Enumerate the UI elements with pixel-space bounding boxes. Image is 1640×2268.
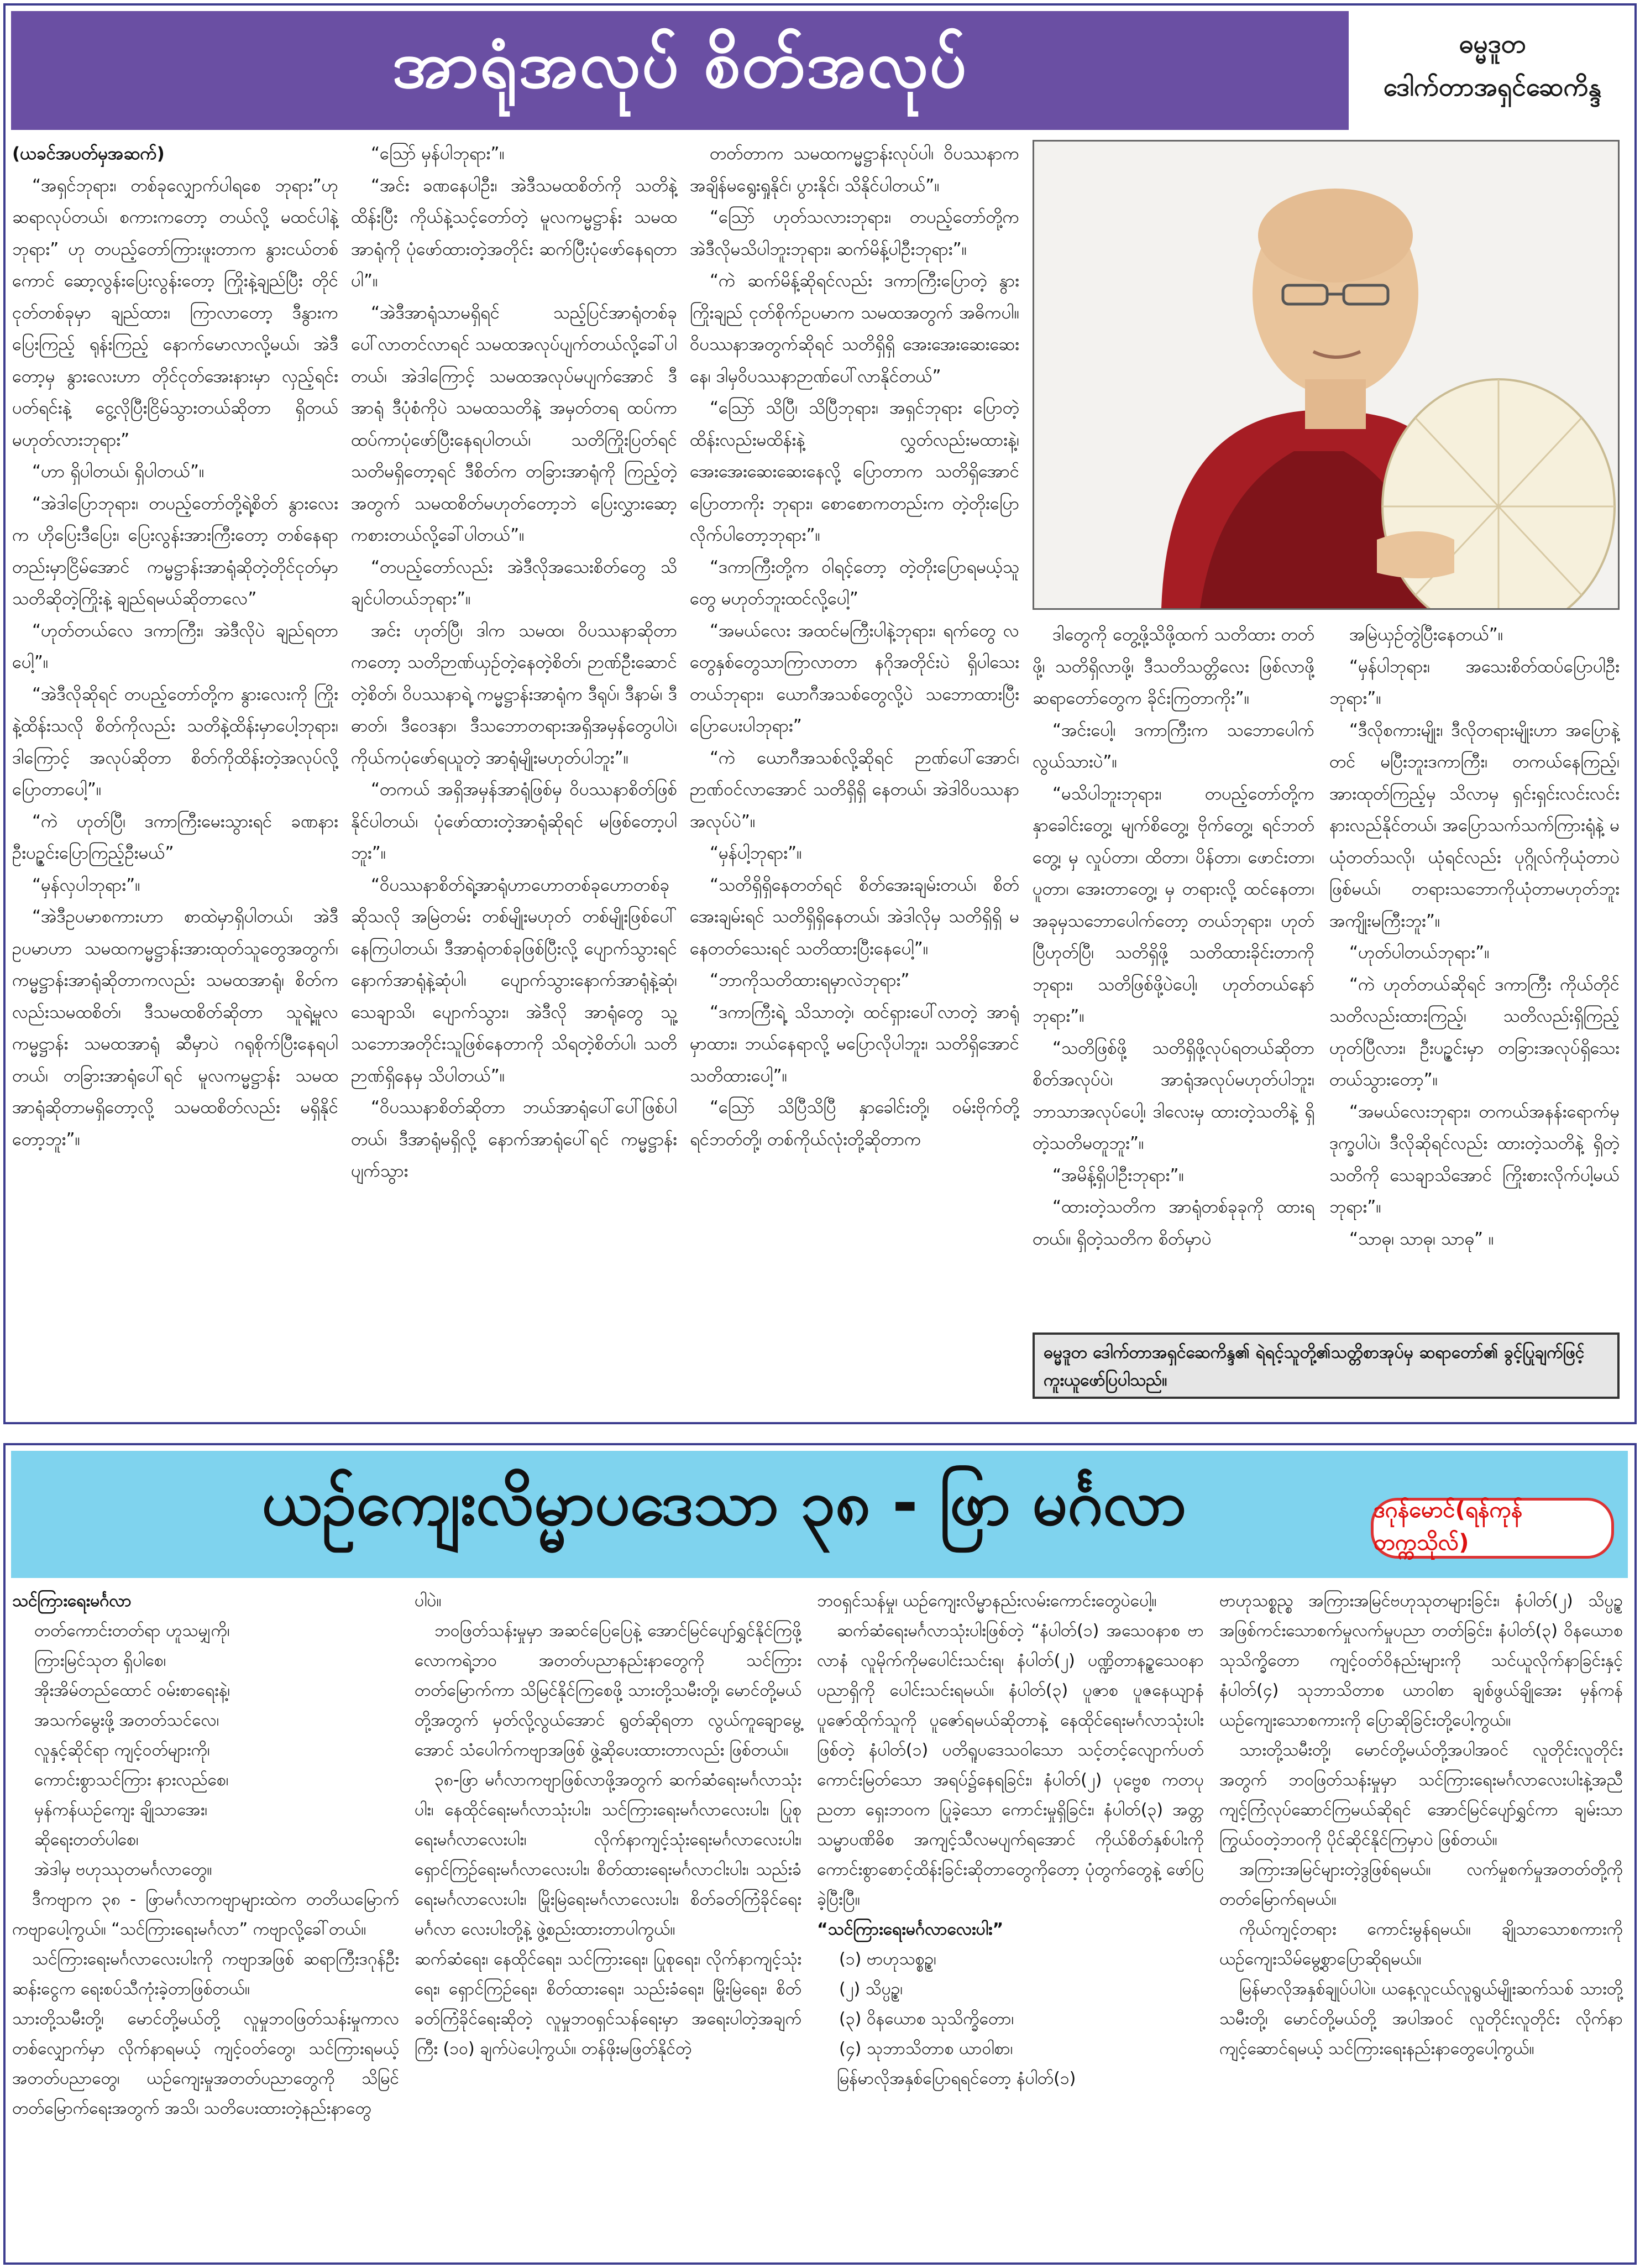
paragraph: “ဟုတ်တယ်လေ ဒကာကြီး၊ အဲဒီလိုပဲ ချည်ရတာပေါ့”။ — [12, 620, 338, 672]
paragraph: “ဩော် ဟုတ်သလားဘုရား၊ တပည့်တော်တို့က အဲဒီလိုမသိပါဘူးဘုရား၊ ဆက်မိန့်ပါဦးဘုရား”။ — [690, 207, 1019, 259]
article-title: အာရုံအလုပ် စိတ်အလုပ် — [392, 25, 968, 102]
monk-portrait-photo — [1033, 140, 1620, 610]
paragraph: “အဲဒီလိုဆိုရင် တပည့်တော်တို့က နွားလေးကို ကြိုးနဲ့ထိန်းသလို စိတ်ကိုလည်း သတိနဲ့ထိန်းမှာပေါ့ဘုရား၊ ဒါကြောင့် အလုပ်ဆိုတာ စိတ်ကိုထိန်းတဲ့အလုပ်လို့ပြောတာပေါ့”။ — [12, 684, 338, 799]
article-column-3 — [690, 138, 1019, 1421]
article-column-1 — [12, 1586, 399, 2261]
paragraph: “အင်း ခဏနေပါဦး၊ အဲဒီသမထစိတ်ကို သတိနဲ့ထိန်းပြီး ကိုယ်နဲ့သင့်တော်တဲ့ မူလကမ္မဋ္ဌာန်း သမထအာရုံကို ပုံဖော်ထားတဲ့အတိုင်း ဆက်ပြီးပုံဖော်နေရတာပါ”။ — [351, 175, 677, 291]
paragraph: “ဩော် မှန်ပါဘုရား”။ — [371, 144, 505, 164]
paragraph: ကိုယ်ကျင့်တရား ကောင်းမွန်ရမယ်။ ချိုသာသောစကားကို ယဉ်ကျေးသိမ်မွေ့စွာပြောဆိုရမယ်။ — [1219, 1920, 1623, 1969]
bottom-article — [3, 1443, 1637, 2265]
paragraph: (၃) ဝိနယောစ သုသိက္ခိတော၊ — [839, 2009, 1014, 2029]
paragraph: “မှန်ပါ့ဘုရား”။ — [710, 843, 802, 863]
paragraph: “တပည့်တော်လည်း အဲဒီလိုအသေးစိတ်တွေ သိချင်ပါတယ်ဘုရား”။ — [351, 557, 677, 609]
paragraph: “အဲဒါပြောဘုရား၊ တပည့်တော်တို့ရဲ့စိတ် နွားလေးက ဟိုပြေးဒီပြေး၊ ပြေးလွန်းအားကြီးတော့ တစ်နေရာတည်းမှာငြိမ်အောင် ကမ္မဋ္ဌာန်းအာရုံဆိုတဲ့တိုင်ငုတ်မှာ သတိဆိုတဲ့ကြိုးနဲ့ ချည်ရမယ်ဆိုတာလေ” — [12, 493, 338, 609]
paragraph: ဆိုရေးတတ်ပါစေ၊ — [34, 1830, 139, 1849]
paragraph: “ဟာ ရှိပါတယ်၊ ရှိပါတယ်”။ — [32, 462, 205, 482]
paragraph: “ကဲ ဆက်မိန့်ဆိုရင်လည်း ဒကာကြီးပြောတဲ့ နွားကြိုးချည် ငုတ်စိုက်ဥပမာက သမထအတွက် အဓိကပါ။ ဝိပဿနာအတွက်ဆိုရင် သတိရှိရှိ အေးအေးဆေးဆေးနေ၊ ဒါမှဝိပဿနာဉာဏ်ပေါ်လာနိုင်တယ်” — [690, 271, 1019, 386]
paragraph: “သတိဖြစ်ဖို့ သတိရှိဖို့လုပ်ရတယ်ဆိုတာ စိတ်အလုပ်ပဲ၊ အာရုံအလုပ်မဟုတ်ပါဘူး၊ ဘာသာအလုပ်ပေါ့၊ ဒါလေးမှ ထားတဲ့သတိနဲ့ ရှိတဲ့သတိမတူဘူး”။ — [1033, 1038, 1314, 1153]
paragraph: “ဩော် သိပြီသိပြီ နှာခေါင်းတို့၊ ဝမ်းဗိုက်တို့ ရင်ဘတ်တို့၊ တစ်ကိုယ်လုံးတို့ဆိုတာက — [690, 1098, 1019, 1149]
paragraph: ၃၈-ဖြာ မင်္ဂလာကဗျာဖြစ်လာဖို့အတွက် ဆက်ဆံရေးမင်္ဂလာသုံးပါး၊ နေထိုင်ရေးမင်္ဂလာသုံးပါး၊ သင်ကြားရေးမင်္ဂလာလေးပါး၊ ပြုစုရေးမင်္ဂလာလေးပါး၊ လိုက်နာကျင့်သုံးရေးမင်္ဂလာလေးပါး၊ ရှောင်ကြဉ်ရေးမင်္ဂလာလေးပါး၊ စိတ်ထားရေးမင်္ဂလာငါးပါး၊ သည်းခံရေးမင်္ဂလာလေးပါး၊ မြိုးမြဲရေးမင်္ဂလာလေးပါး၊ စိတ်ခတ်ကြံခိုင်ရေးမင်္ဂလာ လေးပါးတို့နဲ့ ဖွဲ့စည်းထားတာပါကွယ်။ — [415, 1770, 801, 1939]
paragraph: “အမိန့်ရှိပါဦးဘုရား”။ — [1052, 1165, 1184, 1185]
paragraph: တတ်ကောင်းတတ်ရာ ဟူသမျှကို၊ — [34, 1621, 230, 1640]
paragraph: “အရှင်ဘုရား၊ တစ်ခုလျှောက်ပါရစေ ဘုရား”ဟု ဆရာလုပ်တယ်၊ စကားကတော့ တယ်လို့ မထင်ပါနဲ့ဘုရား” ဟု တပည့်တော်ကြားဖူးတာက နွားငယ်တစ်ကောင် ဆော့လွန်းပြေးလွန်းတော့ ကြိုးနဲ့ချည်ပြီး တိုင်ငုတ်တစ်ခုမှာ ချည်ထား၊ ကြာလာတော့ ဒီနွားက ပြေးကြည့် ရုန်းကြည့် နောက်မောလာလို့မယ်၊ အဲဒီတော့မှ နွားလေးဟာ တိုင်ငုတ်အေးနားမှာ လှည့်ရင်းပတ်ရင်းနဲ့ ငွေ့လိုပြီးငြိမ်သွားတယ်ဆိုတာ ရှိတယ် မဟုတ်လားဘုရား” — [12, 175, 338, 450]
paragraph: ဆက်ဆံရေး၊ နေထိုင်ရေး၊ သင်ကြားရေး၊ ပြုစုရေး၊ လိုက်နာကျင့်သုံးရေး၊ ရှောင်ကြဉ်ရေး၊ စိတ်ထားရေး၊ သည်းခံရေး၊ မြိုးမြဲရေး၊ စိတ်ခတ်ကြံခိုင်ရေးဆိုတဲ့ လူမှုဘဝရှင်သန်ရေးမှာ အရေးပါတဲ့အချက်ကြီး (၁၀) ချက်ပဲပေါ့ကွယ်။ တန်ဖိုးမဖြတ်နိုင်တဲ့ — [415, 1950, 801, 2058]
article-column-5 — [1329, 619, 1620, 1327]
paragraph: “ဒကာကြီးရဲ့ သိသာတဲ့၊ ထင်ရှားပေါ်လာတဲ့ အာရုံမှာထား၊ ဘယ်နေရာလို့ မပြောလိုပါဘူး၊ သတိရှိအောင် သတိထားပေါ့”။ — [690, 1002, 1019, 1086]
paragraph: အိုးအိမ်တည်ထောင် ဝမ်းစာရေးနဲ့၊ — [34, 1681, 230, 1700]
paragraph: (ယခင်အပတ်မှအဆက်) — [12, 144, 165, 164]
paragraph: “ကဲ ဟုတ်ပြီ၊ ဒကာကြီးမေးသွားရင် ခဏနား ဦးပဉ္ဇင်းပြောကြည့်ဦးမယ်” — [12, 811, 338, 863]
paragraph: “ဟုတ်ပါတယ်ဘုရား”။ — [1349, 943, 1490, 963]
paragraph: “ဩော် သိပြီ၊ သိပြီဘုရား၊ အရှင်ဘုရား ပြောတဲ့ ထိန်းလည်းမထိန်းနဲ့ လွှတ်လည်းမထားနဲ့၊ အေးအေးဆေးဆေးနေလို့ ပြောတာက သတိရှိအောင်ပြောတာကိုး ဘုရား၊ စောစောကတည်းက တဲ့တိုးပြောလိုက်ပါတော့ဘုရား”။ — [690, 398, 1019, 545]
paragraph: “သင်ကြားရေးမင်္ဂလာလေးပါး” — [817, 1920, 1004, 1939]
paragraph: မြန်မာလိုအနှစ်ချုပ်ပါပဲ။ ယနေ့လူငယ်လူရွယ်မျိုးဆက်သစ် သားတို့သမီးတို့၊ မောင်တို့မယ်တို့ အပါအဝင် လူတိုင်းလူတိုင်း လိုက်နာကျင့်ဆောင်ရမယ့် သင်ကြားရေးနည်းနာတွေပေါ့ကွယ်။ — [1219, 1979, 1623, 2058]
article-title-banner — [11, 11, 1349, 130]
paragraph: “ဘာကိုသတိထားရမှာလဲဘုရား” — [710, 970, 910, 990]
paragraph: လူနှင့်ဆိုင်ရာ ကျင့်ဝတ်များကို၊ — [34, 1741, 210, 1760]
article-column-4 — [1033, 619, 1314, 1327]
paragraph: အကြားအမြင်များတဲ့ဒွဖြစ်ရမယ်။ လက်မှုစက်မှုအတတ်တို့ကို တတ်မြောက်ရမယ်။ — [1219, 1860, 1623, 1909]
source-credit-box — [1033, 1332, 1620, 1399]
byline-title: ဓမ္မဒူတ — [1459, 29, 1526, 59]
paragraph: မြန်မာလိုအနှစ်ပြောရရင်တော့ နံပါတ်(၁) — [837, 2069, 1076, 2088]
paragraph: “ဝိပဿနာစိတ်ရဲ့အာရုံဟာဟောတစ်ခုဟောတစ်ခုဆိုသလို အမြဲတမ်း တစ်မျိုးမဟုတ် တစ်မျိုးဖြစ်ပေါ်နေကြပါတယ်၊ ဒီအာရုံတစ်ခုဖြစ်ပြီးလို့ ပျောက်သွားရင် နောက်အာရုံနဲ့ဆုံပါ၊ ပျောက်သွားနောက်အာရုံနဲ့ဆုံ၊ သေချာသိ၊ ပျောက်သွား၊ အဲဒီလို အာရုံတွေ သူ့သဘောအတိုင်းသူဖြစ်နေတာကို သိရတဲ့စိတ်ပါ၊ သတိဉာဏ်ရှိနေမှ သိပါတယ်”။ — [351, 875, 677, 1086]
paragraph: အမြဲယှဉ်တွဲပြီးနေတယ်”။ — [1349, 625, 1503, 645]
paragraph: “အင်းပေါ့၊ ဒကာကြီးက သဘောပေါက်လွယ်သားပဲ”။ — [1033, 720, 1314, 772]
paragraph: ဒီကဗျာက ၃၈ - ဖြာမင်္ဂလာကဗျာများထဲက တတိယမြောက်ကဗျာပေါ့ကွယ်။ “သင်ကြားရေးမင်္ဂလာ” ကဗျာလို့ခေါ်တယ်။ — [12, 1890, 399, 1939]
paragraph: “သတိရှိရှိနေတတ်ရင် စိတ်အေးချမ်းတယ်၊ စိတ်အေးချမ်းရင် သတိရှိရှိနေတယ်၊ အဲဒါလိုမှ သတိရှိရှိ မနေတတ်သေးရင် သတိထားပြီးနေပေါ့”။ — [690, 875, 1019, 959]
paragraph: သားတို့သမီးတို့၊ မောင်တို့မယ်တို့ လူမှုဘဝဖြတ်သန်းမှုကာလတစ်လျှောက်မှာ လိုက်နာရမယ့် ကျင့်ဝတ်တွေ၊ သင်ကြားရမယ့်အတတ်ပညာတွေ၊ ယဉ်ကျေးမှုအတတ်ပညာတွေကို သိမြင်တတ်မြောက်ရေးအတွက် အသိ၊ သတိပေးထားတဲ့နည်းနာတွေ — [12, 2009, 399, 2118]
article-column-2 — [351, 138, 677, 1421]
paragraph: “မှန်လှပါဘုရား”။ — [32, 875, 140, 895]
byline-name: ဒေါက်တာအရှင်ဆေကိန္ဒ — [1383, 72, 1602, 102]
paragraph: ဘဝဖြတ်သန်းမှုမှာ အဆင်ပြေပြေနဲ့ အောင်မြင်ပျော်ရွှင်နိုင်ကြဖို့ လောကရဲ့ဘဝ အတတ်ပညာနည်းနာတွေကို သင်ကြားတတ်မြောက်ကာ သိမြင်နိုင်ကြစေဖို့ သားတို့သမီးတို့၊ မောင်တို့မယ်တို့အတွက် မှတ်လို့လွယ်အောင် ရွတ်ဆိုရတာ လွယ်ကူချောမွေ့အောင် သံပေါက်ကဗျာအဖြစ် ဖွဲ့ဆိုပေးထားတာလည်း ဖြစ်တယ်။ — [415, 1621, 801, 1760]
paragraph: ကောင်းစွာသင်ကြား နားလည်စေ၊ — [34, 1770, 229, 1790]
paragraph: အင်း ဟုတ်ပြီ၊ ဒါက သမထ၊ ဝိပဿနာဆိုတာကတော့ သတိဉာဏ်ယှဉ်တဲ့နေတဲ့စိတ်၊ ဉာဏ်ဦးဆောင်တဲ့စိတ်၊ ဝိပဿနာရဲ့ ကမ္မဋ္ဌာန်းအာရုံက ဒီရုပ်၊ ဒီနာမ်၊ ဒီဓာတ်၊ ဒီဝေဒနာ၊ ဒီသဘောတရားအရှိအမှန်တွေပါပဲ၊ ကိုယ်ကပုံဖော်ရယူတဲ့ အာရုံမျိုးမဟုတ်ပါဘူး”။ — [351, 620, 677, 768]
article-column-1 — [12, 138, 338, 1421]
paragraph: ဘဝရှင်သန်မှု၊ ယဉ်ကျေးလိမ္မာနည်းလမ်းကောင်းတွေပဲပေါ့။ — [817, 1591, 1157, 1611]
paragraph: “ဒကာကြီးတို့က ဝါရင့်တော့ တဲ့တိုးပြောရမယ့်သူတွေ မဟုတ်ဘူးထင်လို့ပေါ့” — [690, 557, 1019, 609]
article-column-4 — [1219, 1586, 1623, 2261]
top-article — [3, 3, 1637, 1424]
paragraph: မှန်ကန်ယဉ်ကျေး ချိုသာအေး၊ — [34, 1800, 208, 1820]
paragraph: ဆက်ဆံရေးမင်္ဂလာသုံးပါးဖြစ်တဲ့ “နံပါတ်(၁) အသေဝနာစ ဗာလာနံ လူမိုက်ကိုမပေါင်းသင်းရ၊ နံပါတ်(၂) ပဏ္ဍိတာနဉ္စသေဝနာ ပညာရှိကို ပေါင်းသင်းရမယ်။ နံပါတ်(၃) ပူဇာစ ပူဇနေယျာနံ ပူဇော်ထိုက်သူကို ပူဇော်ရမယ်ဆိုတာနဲ့ နေထိုင်ရေးမင်္ဂလာသုံးပါးဖြစ်တဲ့ နံပါတ်(၁) ပတိရူပဒေသဝါသော သင့်တင့်လျောက်ပတ် ကောင်းမြတ်သော အရပ်၌နေရခြင်း၊ နံပါတ်(၂) ပုဗ္ဗေစ ကတပုညတာ ရှေးဘဝက ပြုခဲ့သော ကောင်းမှုရှိခြင်း၊ နံပါတ်(၃) အတ္တသမ္မာပဏိဓိစ အကျင့်သီလမပျက်ရအောင် ကိုယ်စိတ်နှစ်ပါးကို ကောင်းစွာစောင့်ထိန်းခြင်းဆိုတာတွေကိုတော့ ပုံတွက်တွေနဲ့ ဖော်ပြခဲ့ပြီးပြီ။ — [817, 1621, 1204, 1909]
paragraph: “ဝိပဿနာစိတ်ဆိုတာ ဘယ်အာရုံပေါ်ပေါ်ဖြစ်ပါတယ်၊ ဒီအာရုံမရှိလို့ နောက်အာရုံပေါ်ရင် ကမ္မဋ္ဌာန်းပျက်သွား — [351, 1098, 677, 1181]
paragraph: တတ်တာက သမထကမ္မဋ္ဌာန်းလုပ်ပါ၊ ဝိပဿနာက အချိန်မရွေးရှုနိုင်၊ ပွားနိုင်၊ သိနိုင်ပါတယ်”။ — [690, 144, 1019, 196]
paragraph: ပါပဲ။ — [415, 1591, 442, 1611]
byline-name: ဒဂုန်မောင်(ရန်ကုန်တက္ကသိုလ်) — [1374, 1497, 1523, 1555]
paragraph: “မသိပါဘူးဘုရား၊ တပည့်တော်တို့က နှာခေါင်းတွေ့၊ မျက်စိတွေ့၊ ဗိုက်တွေ့၊ ရင်ဘတ်တွေ့၊ မှ လှုပ်တာ၊ ထိတာ၊ ပိန်တာ၊ ဖောင်းတာ၊ ပူတာ၊ အေးတာတွေ့၊ မှ တရားလို့ ထင်နေတာ၊ အခုမှသဘောပေါက်တော့ တယ်ဘုရား၊ ဟုတ်ပြီဟုတ်ပြီ၊ သတိရှိဖို့ သတိထားခိုင်းတာကိုဘုရား၊ သတိဖြစ်ဖို့ပဲပေါ့၊ ဟုတ်တယ်နော်ဘုရား”။ — [1033, 783, 1314, 1026]
paragraph: “ထားတဲ့သတိက အာရုံတစ်ခုခုကို ထားရတယ်။ ရှိတဲ့သတိက စိတ်မှာပဲ — [1033, 1197, 1314, 1249]
paragraph: “အဲဒီဥပမာစကားဟာ စာထဲမှာရှိပါတယ်၊ အဲဒီဥပမာဟာ သမထကမ္မဋ္ဌာန်းအားထုတ်သူတွေအတွက်၊ ကမ္မဋ္ဌာန်းအာရုံဆိုတာကလည်း သမထအာရုံ၊ စိတ်ကလည်းသမထစိတ်၊ ဒီသမထစိတ်ဆိုတာ သူရဲ့မူလကမ္မဋ္ဌာန်း သမထအာရုံ ဆီမှာပဲ ဂရုစိုက်ပြီးနေရပါတယ်၊ တခြားအာရုံပေါ်ရင် မူလကမ္မဋ္ဌာန်း သမထအာရုံဆိုတာမရှိတော့လို့ သမထစိတ်လည်း မရှိနိုင်တော့ဘူး”။ — [12, 907, 338, 1149]
article-title: ယဉ်ကျေးလိမ္မာပဒေသာ ၃၈ - ဖြာ မင်္ဂလာ — [261, 1467, 1187, 1539]
paragraph: သင်ကြားရေးမင်္ဂလာ — [12, 1591, 132, 1611]
paragraph: ဗာဟုသစ္စည္စ အကြားအမြင်ဗဟုသုတများခြင်း၊ နံပါတ်(၂) သိပ္ပဉ္စအဖြစ်ကင်းသောစက်မှုလက်မှုပညာ တတ်ခြင်း၊ နံပါတ်(၃) ဝိနယောစ သုသိက္ခိတော ကျင့်ဝတ်ဝိနည်းများကို သင်ယူလိုက်နာခြင်းနှင့် နံပါတ်(၄) သုဘာသိတာစ ယာဝါစာ ချစ်ဖွယ်ချိုအေး မှန်ကန်ယဉ်ကျေးသောစကားကို ပြောဆိုခြင်းတို့ပေါ့ကွယ်။ — [1219, 1591, 1623, 1730]
monk-portrait-icon — [1034, 142, 1618, 608]
paragraph: ဒါတွေကို တွေ့ဖို့သိဖို့ထက် သတိထား တတ်ဖို့၊ သတိရှိလာဖို့၊ ဒီသတိသတ္တိလေး ဖြစ်လာဖို့ ဆရာတော်တွေက ခိုင်းကြတာကိုး”။ — [1033, 625, 1314, 708]
article-column-3 — [817, 1586, 1204, 2261]
paragraph: ကြားမြင်သုတ ရှိပါစေ၊ — [34, 1651, 166, 1670]
source-credit: ဓမ္မဒူတ ဒေါက်တာအရှင်ဆေကိန္ဒ၏ ရဲရင့်သူတို့၏သတ္တိစာအုပ်မှ ဆရာတော်၏ ခွင့်ပြုချက်ဖြင့် ကူးယူဖော်ပြပါသည်။ — [1044, 1343, 1585, 1390]
paragraph: “အမယ်လေးဘုရား၊ တကယ်အနန်းရောက်မှ ဒုက္ခပါပဲ၊ ဒီလိုဆိုရင်လည်း ထားတဲ့သတိနဲ့ ရှိတဲ့သတိကို သေချာသိအောင် ကြိုးစားလိုက်ပါ့မယ်ဘုရား”။ — [1329, 1101, 1620, 1217]
paragraph: သားတို့သမီးတို့၊ မောင်တို့မယ်တို့အပါအဝင် လူတိုင်းလူတိုင်းအတွက် ဘဝဖြတ်သန်းမှုမှာ သင်ကြားရေးမင်္ဂလာလေးပါးနဲ့အညီ ကျင့်ကြံလုပ်ဆောင်ကြမယ်ဆိုရင် အောင်မြင်ပျော်ရွှင်ကာ ချမ်းသာကြွယ်ဝတဲ့ဘဝကို ပိုင်ဆိုင်နိုင်ကြမှာပဲ ဖြစ်တယ်။ — [1219, 1741, 1623, 1849]
paragraph: “အဲဒီအာရုံသာမရှိရင် သည့်ပြင်အာရုံတစ်ခုပေါ်လာတင်လာရင် သမထအလုပ်ပျက်တယ်လို့ခေါ်ပါတယ်၊ အဲဒါကြောင့် သမထအလုပ်မပျက်အောင် ဒီအာရုံ ဒီပုံစံကိုပဲ သမထသတိနဲ့ အမှတ်တရ ထပ်ကာထပ်ကာပုံဖော်ပြီးနေရပါတယ်၊ သတိကြိုးပြတ်ရင် သတိမရှိတော့ရင် ဒီစိတ်က တခြားအာရုံကို ကြည့်တဲ့အတွက် သမထစိတ်မဟုတ်တော့ဘဲ ပြေးလွှားဆော့ကစားတယ်လို့ခေါ်ပါတယ်”။ — [351, 302, 677, 545]
author-byline — [1371, 1498, 1614, 1559]
article-column-2 — [415, 1586, 801, 2261]
paragraph: အသက်မွေးဖို့ အတတ်သင်လေ၊ — [34, 1711, 219, 1730]
paragraph: (၄) သုဘာသိတာစ ယာဝါစာ၊ — [839, 2039, 1013, 2058]
paragraph: သင်ကြားရေးမင်္ဂလာလေးပါးကို ကဗျာအဖြစ် ဆရာကြီးဒဂုန်ဦးဆန်းငွေက ရေးစပ်သီကုံးခဲ့တာဖြစ်တယ်။ — [12, 1950, 399, 1999]
paragraph: “မှန်ပါဘုရား၊ အသေးစိတ်ထပ်ပြောပါဦးဘုရား”။ — [1329, 656, 1620, 708]
paragraph: “အမယ်လေး အထင်မကြီးပါနဲ့ဘုရား၊ ရက်တွေ လတွေနှစ်တွေသာကြာလာတာ နဂိုအတိုင်းပဲ ရှိပါသေးတယ်ဘုရား၊ ယောဂီအသစ်တွေလို့ပဲ သဘောထားပြီး ပြောပေးပါဘုရား” — [690, 620, 1019, 736]
paragraph: “သာဓု၊ သာဓု၊ သာဓု” ။ — [1349, 1229, 1494, 1249]
paragraph: (၂) သိပ္ပဉ္စ၊ — [839, 1979, 903, 1999]
paragraph: အဲဒါမှ ဗဟုဿုတမင်္ဂလာတွေ။ — [34, 1860, 212, 1879]
paragraph: “ကဲ ဟုတ်တယ်ဆိုရင် ဒကာကြီး ကိုယ်တိုင်သတိလည်းထားကြည့်၊ သတိလည်းရှိကြည့် ဟုတ်ပြီလား၊ ဦးပဉ္ဇင်းမှာ တခြားအလုပ်ရှိသေးတယ်သွားတော့”။ — [1329, 974, 1620, 1090]
paragraph: “ဒီလိုစကားမျိုး၊ ဒီလိုတရားမျိုးဟာ အပြောနဲ့တင် မပြီးဘူးဒကာကြီး၊ တကယ်နေကြည့်၊ အားထုတ်ကြည့်မှ သိလာမှ ရှင်းရှင်းလင်းလင်းနားလည်နိုင်တယ်၊ အပြောသက်သက်ကြားရုံနဲ့ မယုံတတ်သလို၊ ယုံရင်လည်း ပုဂ္ဂိုလ်ကိုယုံတာပဲဖြစ်မယ်၊ တရားသဘောကိုယုံတာမဟုတ်ဘူး အကျိုးမကြီးဘူး”။ — [1329, 720, 1620, 931]
paragraph: “တကယ် အရှိအမှန်အာရုံဖြစ်မှ ဝိပဿနာစိတ်ဖြစ်နိုင်ပါတယ်၊ ပုံဖော်ထားတဲ့အာရုံဆိုရင် မဖြစ်တော့ပါဘူး”။ — [351, 780, 677, 863]
paragraph: (၁) ဗာဟုသစ္စဉ္စ၊ — [839, 1950, 936, 1969]
author-byline — [1365, 22, 1620, 122]
paragraph: “ကဲ ယောဂီအသစ်လို့ဆိုရင် ဉာဏ်ပေါ်အောင်၊ ဉာဏ်ဝင်လာအောင် သတိရှိရှိ နေတယ်၊ အဲဒါဝိပဿနာအလုပ်ပဲ”။ — [690, 748, 1019, 832]
